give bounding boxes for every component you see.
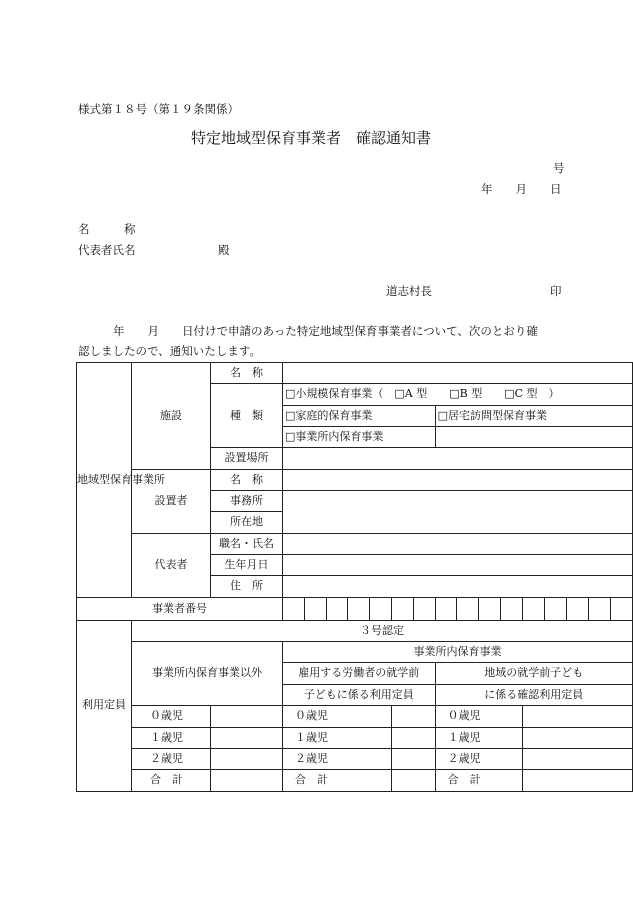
total-label: 合 計 [132,770,211,791]
document-title: 特定地域型保育事業者 確認通知書 [191,129,432,147]
option-in-house[interactable]: □事業所内保育事業 [283,427,436,448]
facility-location-field[interactable] [283,448,633,469]
age2-non-in-house-field[interactable] [211,748,283,769]
business-number-digit[interactable] [610,597,632,620]
founder-office-label-2: 所在地 [211,512,283,533]
facility-name-field[interactable] [283,363,633,384]
rep-title-row [77,533,633,554]
age1-local-label: １歳児 [435,727,522,748]
rep-title-field[interactable] [283,533,633,554]
confirmation-form-table [76,362,633,792]
issue-date-line: 年 月 日 [481,182,562,196]
age0-local-field[interactable] [522,706,632,727]
facility-name-row [77,363,633,384]
capacity-subheader-row [77,642,633,663]
founder-name-field[interactable] [283,469,633,490]
age0-row [77,706,633,727]
age1-local-field[interactable] [522,727,632,748]
blank-cell [435,427,632,448]
cert3-header: ３号認定 [132,620,633,641]
founder-name-label: 名 称 [211,469,283,490]
facility-type-label: 種 類 [211,384,283,448]
business-number-digit[interactable] [435,597,457,620]
capacity-section-label: 利用定員 [77,620,132,791]
business-number-label: 事業者番号 [77,597,283,620]
total-non-in-house-field[interactable] [211,770,283,791]
rep-address-label: 住 所 [211,576,283,597]
option-small-scale[interactable]: □小規模保育事業（ □A 型 □B 型 □C 型 ） [283,384,633,405]
in-house-header: 事業所内保育事業 [283,642,633,663]
document-number-label: 号 [553,161,565,175]
age2-employee-label: ２歳児 [283,748,392,769]
facility-name-label: 名 称 [211,363,283,384]
rep-title-label: 職名・氏名 [211,533,283,554]
total-row [77,770,633,791]
business-number-digit[interactable] [391,597,413,620]
capacity-header-row [77,620,633,641]
option-home-visit[interactable]: □居宅訪問型保育事業 [435,405,632,426]
business-number-digit[interactable] [413,597,435,620]
addressee-honorific: 殿 [218,243,230,257]
age1-row [77,727,633,748]
age2-local-field[interactable] [522,748,632,769]
age0-employee-label: ０歳児 [283,706,392,727]
total-local-label: 合 計 [435,770,522,791]
facility-sub-label: 施設 [132,363,211,470]
addressee-representative-label: 代表者氏名 [78,243,136,257]
age1-employee-label: １歳児 [283,727,392,748]
business-number-row [77,597,633,620]
rep-sub-label: 代表者 [132,533,211,597]
local-children-header-2: に係る確認利用定員 [435,684,632,705]
founder-sub-label: 設置者 [132,469,211,533]
age2-employee-field[interactable] [391,748,435,769]
form-number: 様式第１８号（第１９条関係） [78,102,239,116]
age2-local-label: ２歳児 [435,748,522,769]
notice-body-line-2: 認しましたので、通知いたします。 [78,344,261,358]
local-children-header: 地域の就学前子ども [435,663,632,684]
business-number-digit[interactable] [544,597,566,620]
employee-children-header: 雇用する労働者の就学前 [283,663,436,684]
addressee-name-label: 名 称 [78,222,136,236]
option-home-based[interactable]: □家庭的保育事業 [283,405,436,426]
rep-birth-label: 生年月日 [211,555,283,576]
business-number-digit[interactable] [500,597,522,620]
business-number-digit[interactable] [326,597,348,620]
business-number-digit[interactable] [588,597,610,620]
facility-section-label: 地域型保育事業所 [77,363,132,598]
age1-label: １歳児 [132,727,211,748]
issuer-name: 道志村長 [386,284,432,298]
founder-office-label: 事務所 [211,491,283,512]
business-number-digit[interactable] [566,597,588,620]
age2-label: ２歳児 [132,748,211,769]
age0-local-label: ０歳児 [435,706,522,727]
age1-non-in-house-field[interactable] [211,727,283,748]
age1-employee-field[interactable] [391,727,435,748]
rep-birth-field[interactable] [283,555,633,576]
total-employee-field[interactable] [391,770,435,791]
age0-label: ０歳児 [132,706,211,727]
employee-children-header-2: 子どもに係る利用定員 [283,684,436,705]
notice-body-line-1: 年 月 日付けで申請のあった特定地域型保育事業者について、次のとおり確 [113,324,538,338]
business-number-digit[interactable] [304,597,326,620]
business-number-digit[interactable] [522,597,544,620]
total-local-field[interactable] [522,770,632,791]
rep-address-field[interactable] [283,576,633,597]
business-number-digit[interactable] [283,597,305,620]
age0-employee-field[interactable] [391,706,435,727]
age0-non-in-house-field[interactable] [211,706,283,727]
business-number-digit[interactable] [370,597,392,620]
total-employee-label: 合 計 [283,770,392,791]
business-number-digit[interactable] [348,597,370,620]
age2-row [77,748,633,769]
business-number-digit[interactable] [457,597,479,620]
seal-mark: 印 [550,284,562,298]
facility-location-label: 設置場所 [211,448,283,469]
founder-office-field[interactable] [283,491,633,534]
business-number-digit[interactable] [479,597,501,620]
non-in-house-header: 事業所内保育事業以外 [132,642,283,706]
